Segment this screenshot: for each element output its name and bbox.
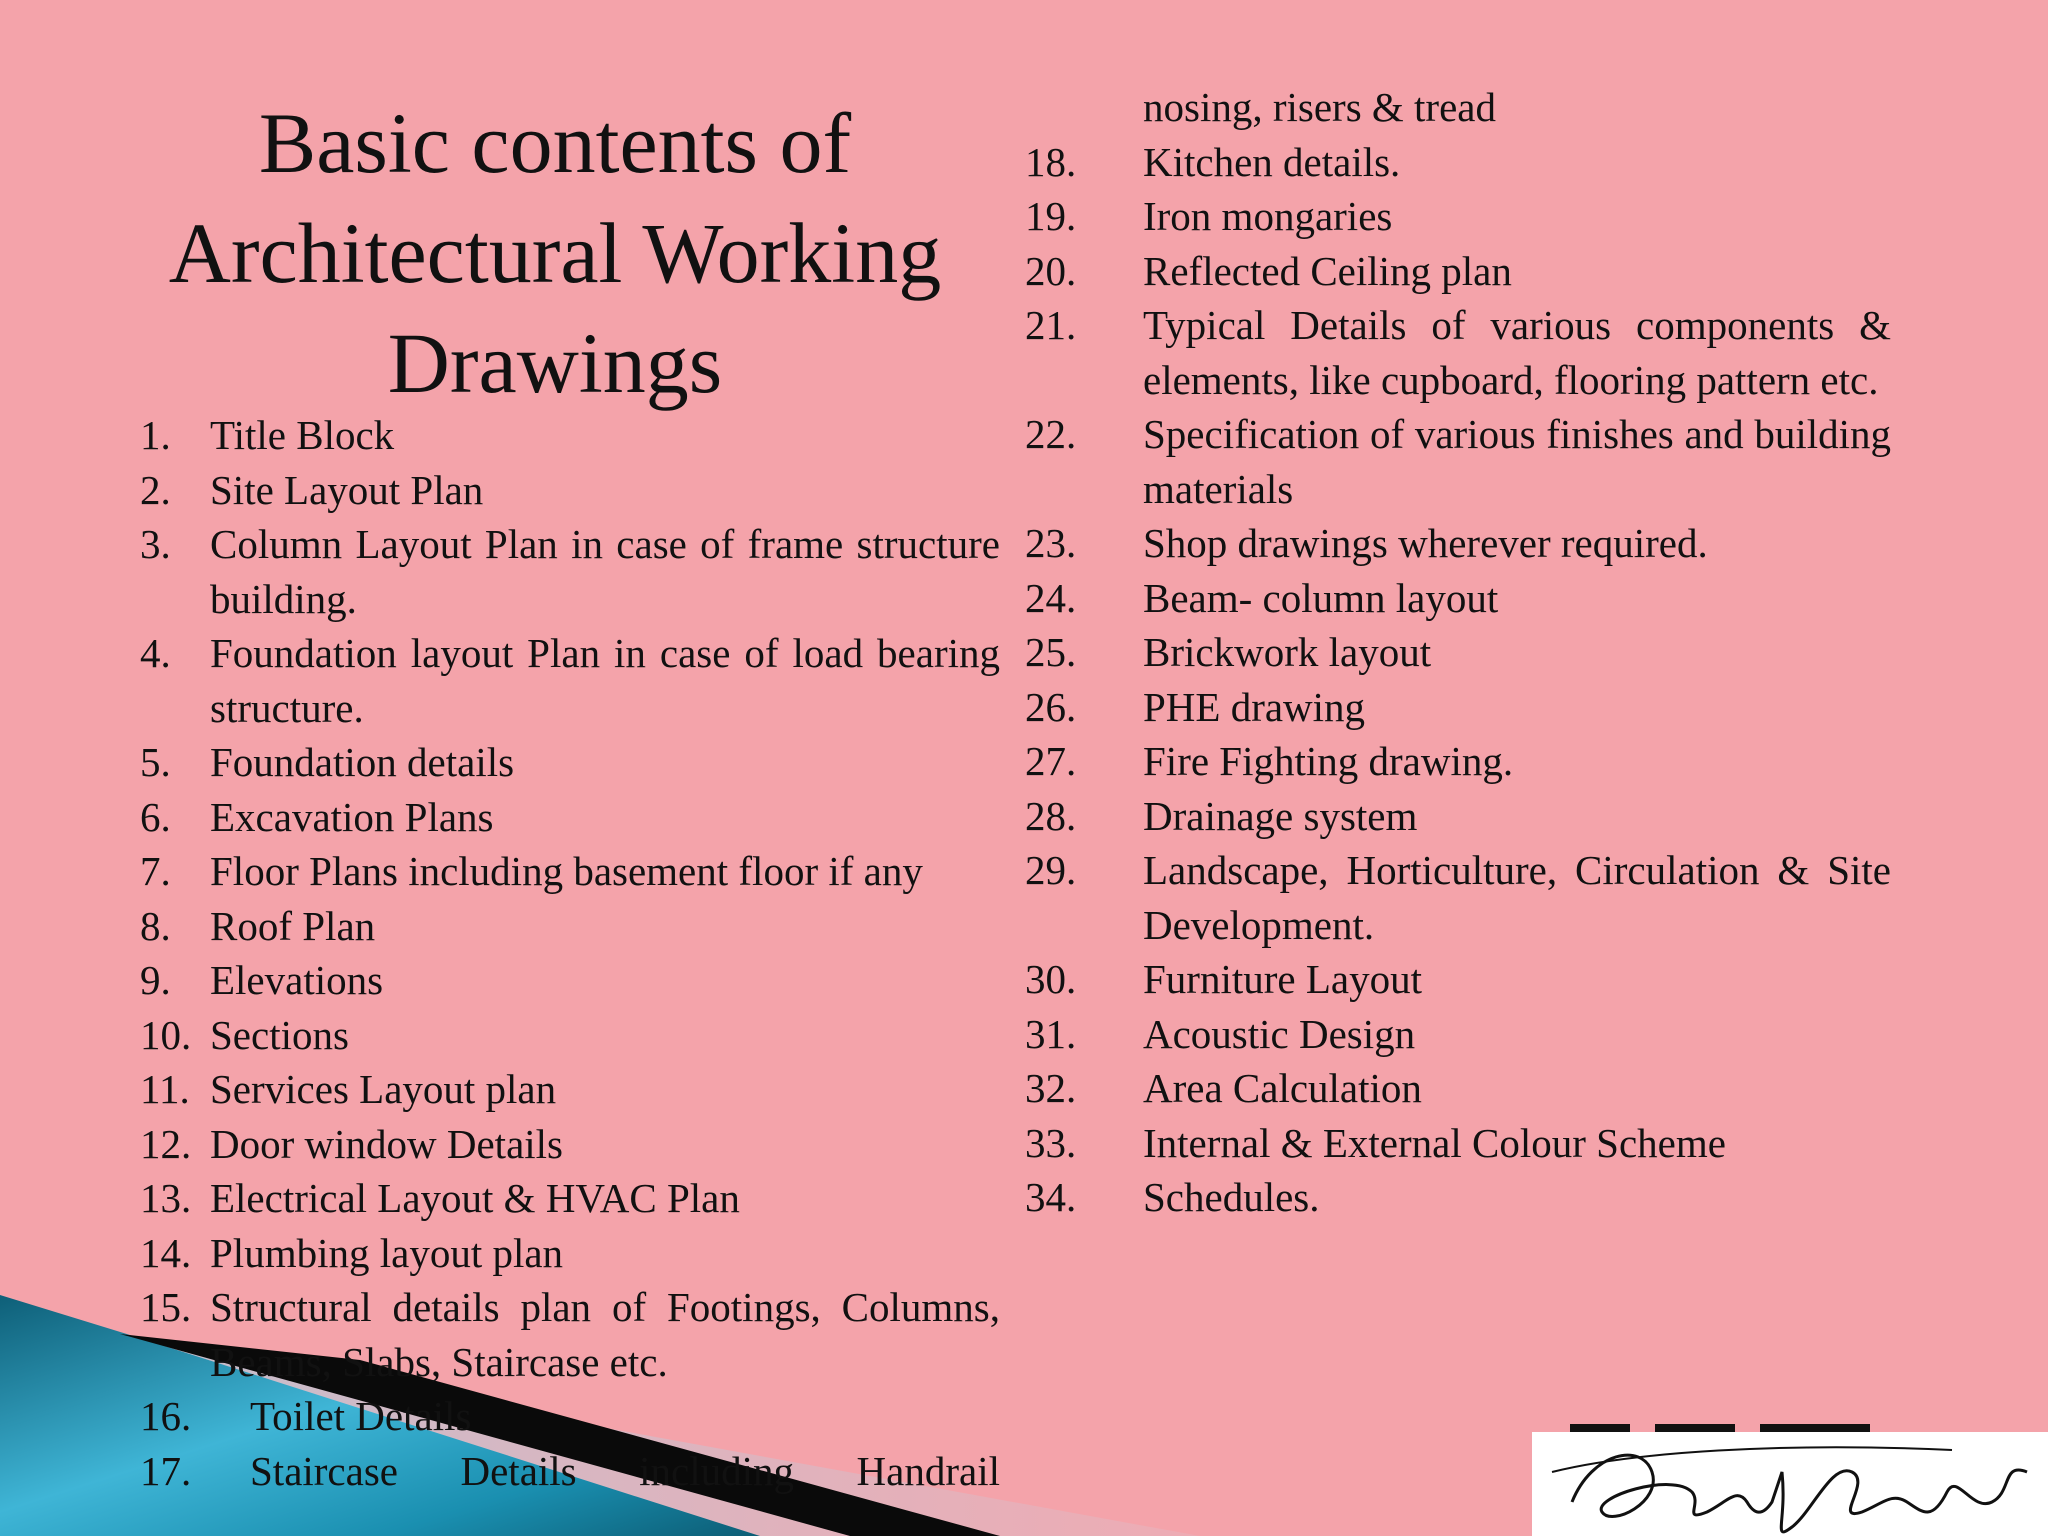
item-text: Reflected Ceiling plan bbox=[1143, 247, 1512, 294]
item-text: Elevations bbox=[210, 957, 384, 1003]
item-number: 25. bbox=[1025, 629, 1077, 675]
list-item bbox=[140, 408, 1000, 463]
item-text: Brickwork layout bbox=[1143, 629, 1432, 675]
item-number: 12. bbox=[140, 1120, 192, 1167]
list-item bbox=[1025, 244, 1891, 299]
item-number: 7. bbox=[140, 848, 171, 894]
list-item bbox=[1025, 1116, 1891, 1171]
item-text: Sections bbox=[210, 1011, 349, 1058]
item-text: Acoustic Design bbox=[1143, 1010, 1416, 1057]
item-text: Floor Plans including basement floor if any bbox=[210, 848, 923, 894]
item-text: Column Layout Plan in case of frame structure building. bbox=[210, 521, 1000, 622]
item-number: 4. bbox=[140, 630, 171, 676]
item-text: Services Layout plan bbox=[210, 1066, 557, 1112]
continuation-line: nosing, risers & tread bbox=[1143, 84, 1496, 130]
contents-list-right bbox=[1025, 80, 1891, 1225]
item-text: Fire Fighting drawing. bbox=[1143, 738, 1514, 784]
item-number: 5. bbox=[140, 739, 171, 785]
item-number: 15. bbox=[140, 1284, 192, 1330]
item-number: 1. bbox=[140, 412, 171, 458]
list-item bbox=[140, 1008, 1000, 1063]
item-number: 24. bbox=[1025, 574, 1077, 621]
item-text: Internal & External Colour Scheme bbox=[1143, 1119, 1726, 1166]
item-number: 10. bbox=[140, 1011, 192, 1058]
item-number: 6. bbox=[140, 793, 171, 840]
list-item bbox=[140, 1444, 1000, 1499]
item-text: Drainage system bbox=[1143, 792, 1418, 839]
list-item bbox=[140, 1226, 1000, 1281]
list-item bbox=[1025, 189, 1891, 244]
item-number: 3. bbox=[140, 521, 171, 567]
list-item bbox=[140, 1171, 1000, 1226]
item-number: 19. bbox=[1025, 193, 1077, 239]
item-text: Furniture Layout bbox=[1143, 956, 1422, 1002]
item-number: 17. bbox=[140, 1447, 192, 1494]
list-item bbox=[1025, 135, 1891, 190]
slide-title: Basic contents of Architectural Working Drawings bbox=[168, 95, 942, 411]
item-text: Kitchen details. bbox=[1143, 138, 1401, 185]
item-number: 28. bbox=[1025, 792, 1077, 839]
list-item bbox=[1025, 1170, 1891, 1225]
contents-list-left bbox=[140, 408, 1000, 1498]
item-number: 26. bbox=[1025, 683, 1077, 730]
list-item bbox=[1025, 789, 1891, 844]
list-item bbox=[140, 517, 1000, 626]
list-item bbox=[1025, 516, 1891, 571]
item-text: Toilet Details bbox=[250, 1393, 472, 1439]
item-text: Iron mongaries bbox=[1143, 193, 1393, 239]
item-number: 31. bbox=[1025, 1010, 1077, 1057]
item-number: 2. bbox=[140, 466, 171, 513]
signature-caption-fragment bbox=[1560, 1418, 1890, 1432]
list-item bbox=[140, 1389, 1000, 1444]
item-number: 34. bbox=[1025, 1174, 1077, 1220]
list-item bbox=[1025, 680, 1891, 735]
list-item bbox=[1025, 298, 1891, 407]
item-number: 16. bbox=[140, 1393, 192, 1439]
list-item bbox=[1025, 1061, 1891, 1116]
item-text: Specification of various finishes and building materials bbox=[1143, 411, 1891, 512]
list-item bbox=[1025, 952, 1891, 1007]
list-item bbox=[1025, 734, 1891, 789]
item-text: Foundation layout Plan in case of load bearing structure. bbox=[210, 630, 1000, 731]
list-item bbox=[1025, 571, 1891, 626]
item-text: Shop drawings wherever required. bbox=[1143, 520, 1708, 566]
item-number: 27. bbox=[1025, 738, 1077, 784]
item-number: 20. bbox=[1025, 247, 1077, 294]
item-text: Schedules. bbox=[1143, 1174, 1320, 1220]
list-item bbox=[1025, 407, 1891, 516]
list-item bbox=[140, 735, 1000, 790]
item-number: 23. bbox=[1025, 520, 1077, 566]
item-text: Landscape, Horticulture, Circulation & Site Development. bbox=[1143, 847, 1891, 948]
list-item bbox=[140, 899, 1000, 954]
item-text: Area Calculation bbox=[1143, 1065, 1422, 1111]
item-number: 29. bbox=[1025, 847, 1077, 893]
item-text: Staircase Details including Handrail bbox=[250, 1447, 1000, 1494]
item-number: 11. bbox=[140, 1066, 190, 1112]
item-text: Roof Plan bbox=[210, 902, 376, 949]
list-item bbox=[1025, 625, 1891, 680]
item-number: 13. bbox=[140, 1175, 192, 1221]
item-number: 9. bbox=[140, 957, 171, 1003]
item-number: 32. bbox=[1025, 1065, 1077, 1111]
item-text: Structural details plan of Footings, Columns, Beams, Slabs, Staircase etc. bbox=[210, 1284, 1000, 1385]
list-item bbox=[1025, 843, 1891, 952]
item-text: Typical Details of various components & elements, like cupboard, flooring pattern etc. bbox=[1143, 302, 1891, 403]
list-item bbox=[140, 844, 1000, 899]
item-number: 21. bbox=[1025, 302, 1077, 348]
list-item bbox=[140, 1280, 1000, 1389]
item-text: Beam- column layout bbox=[1143, 574, 1499, 621]
item-text: Title Block bbox=[210, 412, 395, 458]
signature-image bbox=[1532, 1432, 2048, 1536]
list-item bbox=[140, 790, 1000, 845]
item-number: 8. bbox=[140, 902, 171, 949]
item-text: Excavation Plans bbox=[210, 793, 494, 840]
list-item bbox=[140, 1117, 1000, 1172]
list-item bbox=[140, 463, 1000, 518]
item-number: 22. bbox=[1025, 411, 1077, 457]
item-text: Door window Details bbox=[210, 1120, 564, 1167]
list-item bbox=[1025, 1007, 1891, 1062]
list-item bbox=[140, 626, 1000, 735]
item-number: 33. bbox=[1025, 1119, 1077, 1166]
item-number: 30. bbox=[1025, 956, 1077, 1002]
item-number: 18. bbox=[1025, 138, 1077, 185]
item-text: Site Layout Plan bbox=[210, 466, 484, 513]
item-text: Electrical Layout & HVAC Plan bbox=[210, 1175, 740, 1221]
list-item bbox=[140, 1062, 1000, 1117]
item-text: Foundation details bbox=[210, 739, 515, 785]
item-text: PHE drawing bbox=[1143, 683, 1366, 730]
list-item bbox=[140, 953, 1000, 1008]
item-number: 14. bbox=[140, 1229, 192, 1276]
item-text: Plumbing layout plan bbox=[210, 1229, 564, 1276]
